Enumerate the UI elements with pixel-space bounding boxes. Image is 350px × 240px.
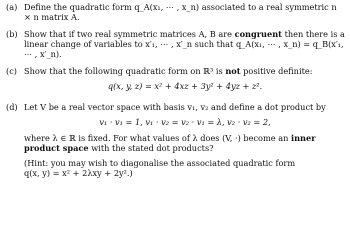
part-d-question-post: with the stated dot products? — [91, 143, 214, 153]
part-c-label: (c) — [6, 66, 17, 76]
part-d-formula: v₁ · v₁ = 1, v₁ · v₂ = v₂ · v₁ = λ, v₂ · v₂ = 2, — [99, 117, 271, 127]
part-c — [6, 66, 346, 97]
part-d-label: (d) — [6, 102, 18, 112]
part-b-pre: Show that if two real symmetric matrices A, B are — [24, 29, 232, 39]
part-b-bold: congruent — [234, 29, 282, 39]
part-d — [6, 102, 346, 178]
part-c-body — [24, 66, 346, 97]
part-b-body — [24, 29, 346, 59]
part-d-question-pre: where λ ∈ ℝ is fixed. For what values of λ does (V, ·) become an — [24, 133, 289, 143]
part-c-post: positive definite: — [243, 66, 313, 76]
part-c-pre: Show that the following quadratic form on ℝ³ is — [24, 66, 223, 76]
part-a-label: (a) — [6, 2, 18, 12]
part-d-hint-line1: (Hint: you may wish to diagonalise the associated quadratic form — [24, 158, 296, 168]
part-b-label: (b) — [6, 29, 18, 39]
part-a-text: Define the quadratic form q_A(x₁, ⋯ , x_n) associated to a real symmetric n × n matrix A. — [24, 2, 337, 22]
part-b — [6, 29, 346, 59]
part-d-intro: Let V be a real vector space with basis v₁, v₂ and define a dot product by — [24, 102, 326, 112]
part-d-hint-line2: q(x, y) = x² + 2λxy + 2y².) — [24, 168, 133, 178]
part-a — [6, 2, 346, 22]
part-c-formula: q(x, y, z) = x² + 4xz + 3y² + 4yz + z². — [107, 81, 263, 91]
part-c-bold: not — [225, 66, 241, 76]
part-d-body — [24, 102, 346, 178]
part-b-post: then there is a linear change of variables to x′₁, ⋯ , x′_n such that q_A(x₁, ⋯ , x_n) = q_B(x′₁, ⋯ , x′_n). — [24, 29, 345, 59]
part-d-question-bold: inner product space — [24, 133, 316, 153]
part-d-question — [24, 133, 346, 153]
